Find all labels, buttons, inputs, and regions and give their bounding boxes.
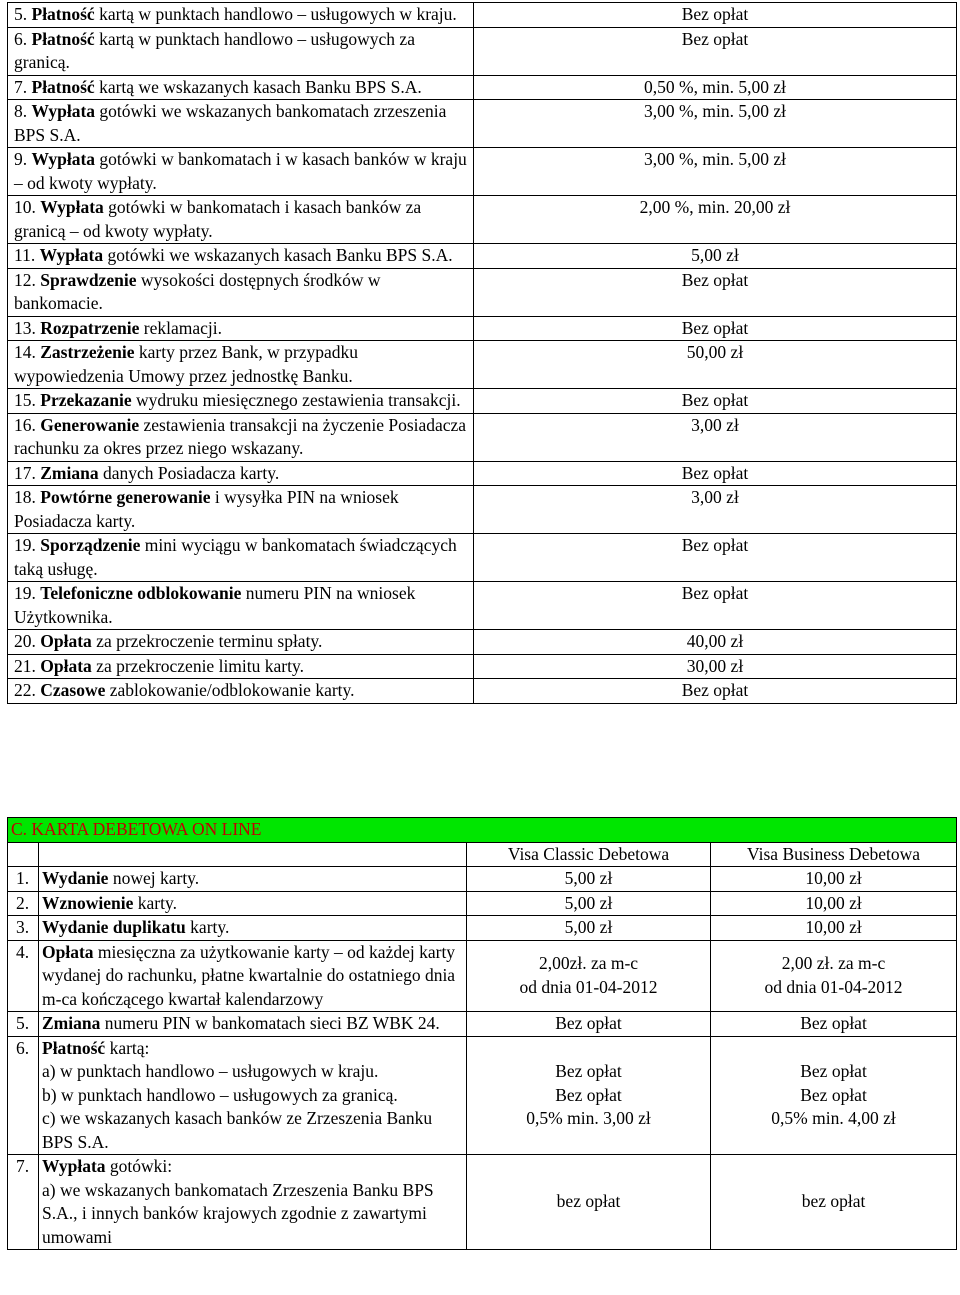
empty-header-cell — [39, 842, 467, 867]
fee-amount: 30,00 zł — [474, 654, 957, 679]
fee-keyword: Wydanie duplikatu — [42, 917, 186, 937]
fee-value: 0,5% min. 3,00 zł — [526, 1108, 651, 1128]
fee-text: numeru PIN na wniosek Użytkownika. — [14, 583, 416, 627]
fee-description — [8, 148, 474, 196]
fee-row — [8, 916, 957, 941]
fee-description — [8, 679, 474, 704]
fee-row — [8, 75, 957, 100]
fee-text: za przekroczenie limitu karty. — [91, 655, 304, 676]
fee-description — [8, 341, 474, 389]
row-number: 11. — [14, 245, 36, 265]
fee-description-line — [42, 1037, 463, 1061]
fee-amount: Bez opłat — [474, 461, 957, 486]
fee-text: gotówki w bankomatach i kasach banków za granicą – od kwoty wypłaty. — [14, 197, 422, 241]
fee-keyword: Opłata — [40, 655, 92, 676]
fee-value: Bez opłat — [555, 1061, 622, 1081]
fee-row — [8, 244, 957, 269]
fee-row — [8, 268, 957, 316]
fee-description — [8, 582, 474, 630]
section-c-body — [8, 818, 957, 1250]
fee-amount: 3,00 zł — [474, 486, 957, 534]
fee-classic — [467, 1012, 711, 1037]
fee-row — [8, 196, 957, 244]
fee-text: kartą we wskazanych kasach Banku BPS S.A. — [94, 76, 422, 97]
fee-value: od dnia 01-04-2012 — [519, 976, 658, 997]
fee-row — [8, 316, 957, 341]
fee-value: 5,00 zł — [564, 892, 613, 913]
section-b-body — [8, 3, 957, 704]
section-header-row — [8, 818, 957, 843]
fee-row — [8, 461, 957, 486]
fee-text: nowej karty. — [108, 868, 200, 888]
fee-classic — [467, 891, 711, 916]
fee-description — [8, 3, 474, 28]
fee-business — [711, 891, 957, 916]
spacer — [470, 1037, 707, 1061]
fee-text: zestawienia transakcji na życzenie Posiadacza rachunku za okres przez niego wskazany. — [14, 414, 467, 458]
fee-keyword: Telefoniczne odblokowanie — [40, 583, 242, 603]
fee-text: i wysyłka PIN na wniosek Posiadacza karty. — [14, 487, 399, 531]
fee-keyword: Wypłata — [42, 1156, 106, 1176]
fee-amount: 3,00 %, min. 5,00 zł — [474, 100, 957, 148]
fee-description — [8, 413, 474, 461]
fee-amount: 50,00 zł — [474, 341, 957, 389]
fee-text: gotówki: — [105, 1156, 173, 1176]
fee-description — [8, 630, 474, 655]
fee-keyword: Zmiana — [42, 1013, 101, 1033]
fee-text: karty. — [185, 917, 230, 937]
fee-description-line — [42, 941, 463, 1012]
fee-keyword: Sporządzenie — [40, 535, 141, 555]
fee-business — [711, 916, 957, 941]
fee-value: od dnia 01-04-2012 — [764, 976, 903, 997]
fee-value: 5,00 zł — [564, 917, 613, 937]
fee-keyword: Wydanie — [42, 868, 109, 888]
row-number: 21. — [14, 655, 36, 676]
row-number: 22. — [14, 680, 36, 700]
fee-amount: 2,00 %, min. 20,00 zł — [474, 196, 957, 244]
fee-text: zablokowanie/odblokowanie karty. — [105, 680, 355, 700]
fee-text: danych Posiadacza karty. — [98, 462, 280, 483]
fee-keyword: Sprawdzenie — [40, 269, 137, 290]
fee-text: za przekroczenie terminu spłaty. — [91, 631, 323, 651]
row-number: 6. — [14, 28, 28, 49]
fee-description-line — [42, 892, 463, 916]
fee-description — [8, 75, 474, 100]
fee-keyword: Wznowienie — [42, 892, 134, 913]
fee-value: 2,00 zł. za m-c — [781, 953, 886, 974]
row-number: 5. — [14, 4, 28, 24]
fee-keyword: Wypłata — [31, 101, 96, 121]
fee-sub-item: c) we wskazanych kasach banków ze Zrzeszenia Banku BPS S.A. — [42, 1108, 433, 1152]
row-number: 14. — [14, 342, 36, 362]
fee-row — [8, 413, 957, 461]
fee-row — [8, 27, 957, 75]
spacer — [714, 1037, 953, 1061]
fee-keyword: Opłata — [40, 631, 92, 651]
fee-classic — [467, 1036, 711, 1155]
fee-description-line — [42, 867, 463, 891]
fee-keyword: Zastrzeżenie — [40, 342, 135, 362]
fee-row — [8, 486, 957, 534]
fee-text: gotówki we wskazanych bankomatach zrzeszenia BPS S.A. — [14, 101, 447, 145]
fee-row — [8, 630, 957, 655]
row-number: 7. — [8, 1155, 39, 1250]
fee-value: 0,5% min. 4,00 zł — [771, 1108, 896, 1128]
row-number: 5. — [8, 1012, 39, 1037]
fee-description — [39, 867, 467, 892]
fee-sub-item: a) w punktach handlowo – usługowych w kraju. — [42, 1061, 379, 1081]
fee-value: 2,00zł. za m-c — [538, 953, 639, 974]
fee-amount: Bez opłat — [474, 3, 957, 28]
row-number: 16. — [14, 414, 36, 435]
row-number: 2. — [8, 891, 39, 916]
fee-text: miesięczna za użytkowanie karty – od każdej karty wydanej do rachunku, płatne kwartalnie do ostatniego dnia m-ca kończącego kwartał kalendarzowy — [42, 941, 456, 1009]
fee-sub-item: a) we wskazanych bankomatach Zrzeszenia Banku BPS S.A., i innych banków krajowych zgodnie z zawartymi umowami — [42, 1179, 434, 1247]
fee-business — [711, 867, 957, 892]
row-number: 9. — [14, 149, 28, 169]
row-number: 18. — [14, 487, 36, 507]
fee-description-line — [42, 1012, 463, 1036]
fee-text: gotówki we wskazanych kasach Banku BPS S.A. — [103, 245, 453, 265]
fee-row — [8, 1036, 957, 1155]
fees-table-section-c — [7, 817, 957, 1250]
row-number: 20. — [14, 631, 36, 651]
fee-value: bez opłat — [801, 1191, 866, 1212]
row-number: 12. — [14, 269, 36, 290]
fee-classic — [467, 1155, 711, 1250]
fee-description — [39, 1036, 467, 1155]
fee-description — [8, 534, 474, 582]
fee-text: gotówki w bankomatach i w kasach banków w kraju – od kwoty wypłaty. — [14, 149, 467, 193]
fee-value: Bez opłat — [800, 1061, 867, 1081]
fee-description — [8, 268, 474, 316]
fee-amount: Bez opłat — [474, 582, 957, 630]
fee-row — [8, 341, 957, 389]
section-title: C. KARTA DEBETOWA ON LINE — [8, 818, 957, 843]
fee-text: kartą w punktach handlowo – usługowych za granicą. — [14, 28, 415, 72]
fee-text: wysokości dostępnych środków w bankomacie. — [14, 269, 381, 313]
fee-description — [39, 916, 467, 941]
fee-text: mini wyciągu w bankomatach świadczących taką usługę. — [14, 535, 457, 579]
empty-header-cell — [8, 842, 39, 867]
fee-row — [8, 891, 957, 916]
fee-amount: Bez opłat — [474, 534, 957, 582]
fee-keyword: Wypłata — [31, 149, 96, 169]
row-number: 7. — [14, 76, 28, 97]
fee-keyword: Zmiana — [40, 462, 99, 483]
fee-keyword: Płatność — [42, 1037, 106, 1058]
fee-keyword: Przekazanie — [40, 390, 132, 410]
fee-keyword: Opłata — [42, 941, 94, 962]
fee-row — [8, 148, 957, 196]
fee-keyword: Powtórne generowanie — [40, 487, 211, 507]
row-number: 8. — [14, 101, 28, 121]
column-header-row — [8, 842, 957, 867]
fee-row — [8, 1155, 957, 1250]
fee-keyword: Płatność — [31, 4, 95, 24]
fee-amount: Bez opłat — [474, 389, 957, 414]
fee-amount: Bez opłat — [474, 316, 957, 341]
fee-keyword: Płatność — [31, 28, 95, 49]
fee-amount: Bez opłat — [474, 27, 957, 75]
fee-keyword: Płatność — [31, 76, 95, 97]
fee-row — [8, 867, 957, 892]
row-number: 19. — [14, 535, 36, 555]
fee-keyword: Czasowe — [40, 680, 106, 700]
fee-text: wydruku miesięcznego zestawienia transakcji. — [131, 390, 461, 410]
fee-row — [8, 389, 957, 414]
fee-business — [711, 940, 957, 1012]
fee-sub-item: b) w punktach handlowo – usługowych za granicą. — [42, 1084, 398, 1105]
fee-text: kartą: — [105, 1037, 150, 1058]
fee-business — [711, 1012, 957, 1037]
row-number: 3. — [8, 916, 39, 941]
fee-description-line — [42, 1155, 463, 1179]
fee-description — [8, 654, 474, 679]
fee-value: 10,00 zł — [805, 868, 862, 888]
fee-text: kartą w punktach handlowo – usługowych w kraju. — [94, 4, 457, 24]
fee-text: karty przez Bank, w przypadku wypowiedzenia Umowy przez jednostkę Banku. — [14, 342, 359, 386]
fee-business — [711, 1155, 957, 1250]
fee-amount: 0,50 %, min. 5,00 zł — [474, 75, 957, 100]
row-number: 10. — [14, 197, 36, 217]
fee-value: Bez opłat — [800, 1084, 867, 1105]
fee-row — [8, 100, 957, 148]
fee-text: numeru PIN w bankomatach sieci BZ WBK 24. — [100, 1013, 440, 1033]
fee-row — [8, 1012, 957, 1037]
fee-classic — [467, 867, 711, 892]
row-number: 6. — [8, 1036, 39, 1155]
fee-text: karty. — [133, 892, 177, 913]
fee-classic — [467, 916, 711, 941]
fee-keyword: Rozpatrzenie — [40, 317, 140, 338]
column-header-business: Visa Business Debetowa — [711, 842, 957, 867]
row-number: 19. — [14, 583, 36, 603]
fee-description — [8, 316, 474, 341]
fee-keyword: Wypłata — [39, 245, 104, 265]
fee-description — [8, 196, 474, 244]
fee-value: 10,00 zł — [805, 917, 862, 937]
fee-value: bez opłat — [556, 1191, 621, 1212]
fee-description — [8, 486, 474, 534]
fee-description — [39, 1012, 467, 1037]
fee-description — [8, 461, 474, 486]
fee-description — [39, 1155, 467, 1250]
fee-row — [8, 582, 957, 630]
fee-row — [8, 3, 957, 28]
fee-description-line — [42, 916, 463, 940]
fee-value: Bez opłat — [800, 1013, 867, 1033]
fee-text: reklamacji. — [139, 317, 222, 338]
fee-value: Bez opłat — [555, 1013, 622, 1033]
fee-description — [39, 891, 467, 916]
fee-keyword: Wypłata — [40, 197, 104, 217]
fee-description — [39, 940, 467, 1012]
fee-amount: Bez opłat — [474, 268, 957, 316]
row-number: 17. — [14, 462, 36, 483]
row-number: 4. — [8, 940, 39, 1012]
fee-row — [8, 679, 957, 704]
fee-amount: Bez opłat — [474, 679, 957, 704]
fee-row — [8, 654, 957, 679]
fee-row — [8, 534, 957, 582]
fee-amount: 3,00 %, min. 5,00 zł — [474, 148, 957, 196]
fee-keyword: Generowanie — [40, 414, 140, 435]
fee-value: 5,00 zł — [564, 868, 613, 888]
fee-description — [8, 27, 474, 75]
fee-classic — [467, 940, 711, 1012]
fee-value: Bez opłat — [555, 1084, 622, 1105]
fees-table-section-b — [7, 2, 957, 704]
fee-value: 10,00 zł — [805, 892, 862, 913]
fee-business — [711, 1036, 957, 1155]
row-number: 1. — [8, 867, 39, 892]
row-number: 15. — [14, 390, 36, 410]
fee-row — [8, 940, 957, 1012]
fee-description — [8, 389, 474, 414]
fee-amount: 5,00 zł — [474, 244, 957, 269]
fee-description — [8, 100, 474, 148]
fee-amount: 40,00 zł — [474, 630, 957, 655]
column-header-classic: Visa Classic Debetowa — [467, 842, 711, 867]
fee-amount: 3,00 zł — [474, 413, 957, 461]
row-number: 13. — [14, 317, 36, 338]
fee-description — [8, 244, 474, 269]
